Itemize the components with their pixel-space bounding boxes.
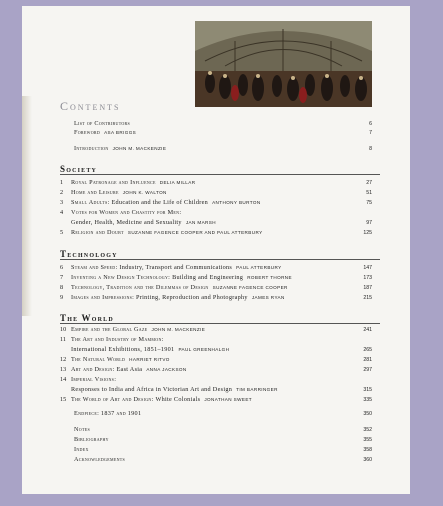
entry-author: ROBERT THORNE	[247, 275, 292, 280]
entry-number: 5	[60, 229, 64, 236]
entry-title-text: Images and Impressions:	[71, 294, 135, 301]
entry-subtitle: Gender, Health, Medicine and Sexuality	[71, 219, 182, 226]
entry-title-text: Endpiece: 1837 and 1901	[74, 410, 142, 417]
entry-title	[71, 284, 288, 292]
entry-page-number: 125	[363, 230, 372, 236]
entry-number: 1	[60, 179, 64, 186]
entry-page-number: 27	[366, 180, 372, 186]
entry-number: 4	[60, 209, 64, 216]
entry-title	[71, 229, 263, 237]
entry-author: PAUL ATTERBURY	[236, 265, 282, 270]
entry-number: 15	[60, 396, 67, 403]
entry-title	[71, 356, 170, 364]
entry-title-text: Foreword	[74, 129, 101, 136]
entry-page-number: 147	[363, 265, 372, 271]
entry-page-number: 350	[363, 411, 372, 417]
entry-title-text: Acknowledgements	[74, 456, 126, 463]
entry-title-text: Bibliography	[74, 436, 109, 443]
entry-number: 14	[60, 376, 67, 383]
entry-title	[71, 396, 252, 404]
entry-title	[74, 120, 130, 128]
entry-author: HARRIET RITVO	[129, 357, 170, 362]
entry-title	[71, 326, 205, 334]
entry-subtitle: Responses to India and Africa in Victorian Art and Design	[71, 386, 233, 393]
entry-title	[71, 274, 292, 282]
entry-title-text: Steam and Speed:	[71, 264, 118, 271]
entry-author: JONATHAN SWEET	[204, 397, 252, 402]
entry-author: ASA BRIGGS	[104, 130, 137, 135]
section-rule	[60, 259, 380, 260]
entry-page-number: 241	[363, 327, 372, 333]
entry-subtitle: Printing, Reproduction and Photography	[136, 294, 248, 301]
entry-page-number: 297	[363, 367, 372, 373]
entry-title-text: Art and Design:	[71, 366, 115, 373]
entry-title-text: Notes	[74, 426, 90, 433]
entry-subtitle: East Asia	[116, 366, 143, 373]
entry-title	[71, 386, 278, 394]
entry-title-text: Small Adults:	[71, 199, 110, 206]
entry-subtitle: Building and Engineering	[172, 274, 244, 281]
entry-subtitle: International Exhibitions, 1851–1901	[71, 346, 175, 353]
entry-page-number: 358	[363, 447, 372, 453]
section-rule	[60, 323, 380, 324]
entry-page-number: 97	[366, 220, 372, 226]
entry-author: JAMES RYAN	[251, 295, 285, 300]
entry-title	[71, 209, 181, 217]
entry-title-text: Technology, Tradition and the Dilemmas of Design	[71, 284, 209, 291]
page-stain	[22, 96, 32, 316]
entry-number: 7	[60, 274, 64, 281]
entry-title	[71, 294, 285, 302]
entry-number: 8	[60, 284, 64, 291]
entry-page-number: 75	[366, 200, 372, 206]
entry-subtitle: Education and the Life of Children	[111, 199, 209, 206]
entry-number: 13	[60, 366, 67, 373]
section-rule	[60, 174, 380, 175]
entry-number: 6	[60, 264, 64, 271]
entry-title-text: The World of Art and Design:	[71, 396, 154, 403]
entry-page-number: 281	[363, 357, 372, 363]
entry-title-text: Royal Patronage and Influence	[71, 179, 156, 186]
entry-title	[71, 189, 167, 197]
section-heading: The World	[60, 313, 114, 323]
entry-page-number: 315	[363, 387, 372, 393]
section-heading: Society	[60, 164, 98, 174]
entry-number: 3	[60, 199, 64, 206]
entry-title-text: Empire and the Global Gaze	[71, 326, 148, 333]
entry-author: ANTHONY BURTON	[212, 200, 261, 205]
entry-page-number: 51	[366, 190, 372, 196]
entry-page-number: 265	[363, 347, 372, 353]
entry-title	[74, 426, 90, 434]
entry-title	[71, 264, 282, 272]
entry-author: JOHN M. MACKENZIE	[151, 327, 206, 332]
entry-number: 9	[60, 294, 64, 301]
entry-title	[71, 219, 216, 227]
entry-title	[71, 179, 195, 187]
entry-page-number: 355	[363, 437, 372, 443]
entry-title	[74, 456, 125, 464]
entry-title	[71, 376, 116, 384]
entry-author: TIM BARRINGER	[236, 387, 278, 392]
entry-page-number: 8	[369, 146, 372, 152]
entry-title	[71, 346, 229, 354]
entry-title-text: Religion and Doubt	[71, 229, 124, 236]
entry-title-text: Home and Leisure	[71, 189, 119, 196]
entry-title-text: Imperial Visions:	[71, 376, 117, 383]
entry-author: JAN MARSH	[185, 220, 216, 225]
entry-page-number: 215	[363, 295, 372, 301]
entry-number: 11	[60, 336, 66, 343]
entry-author: SUZANNE FAGENCE COOPER	[212, 285, 288, 290]
entry-subtitle: Industry, Transport and Communications	[119, 264, 233, 271]
entry-title-text: List of Contributors	[74, 120, 131, 127]
entry-number: 10	[60, 326, 67, 333]
entry-subtitle: White Colonials	[155, 396, 201, 403]
entry-author: JOHN K. WALTON	[122, 190, 167, 195]
entry-page-number: 6	[369, 121, 372, 127]
entry-title	[74, 410, 141, 418]
entry-page-number: 187	[363, 285, 372, 291]
entry-page-number: 360	[363, 457, 372, 463]
entry-title	[74, 436, 109, 444]
entry-number: 2	[60, 189, 64, 196]
entry-title-text: The Art and Industry of Mammon:	[71, 336, 164, 343]
entry-author: JOHN M. MACKENZIE	[112, 146, 167, 151]
book-page	[22, 6, 410, 494]
entry-page-number: 7	[369, 130, 372, 136]
entry-title-text: Votes for Women and Chastity for Men:	[71, 209, 182, 216]
entry-title	[71, 366, 187, 374]
entry-author: ANNA JACKSON	[146, 367, 187, 372]
entry-author: DELIA MILLAR	[159, 180, 196, 185]
entry-title	[74, 129, 136, 137]
entry-title	[74, 145, 166, 153]
entry-title	[71, 336, 164, 344]
entry-title	[71, 199, 261, 207]
entry-number: 12	[60, 356, 67, 363]
entry-title-text: The Natural World	[71, 356, 126, 363]
entry-title-text: Inventing a New Design Technology:	[71, 274, 171, 281]
contents-heading: Contents	[60, 99, 121, 113]
entry-page-number: 352	[363, 427, 372, 433]
entry-page-number: 335	[363, 397, 372, 403]
entry-title	[74, 446, 89, 454]
entry-title-text: Introduction	[74, 145, 109, 152]
section-heading: Technology	[60, 249, 118, 259]
entry-page-number: 173	[363, 275, 372, 281]
entry-author: SUZANNE FAGENCE COOPER AND PAUL ATTERBURY	[127, 230, 263, 235]
entry-title-text: Index	[74, 446, 89, 453]
cover-painting	[195, 21, 372, 107]
entry-author: PAUL GREENHALGH	[178, 347, 230, 352]
